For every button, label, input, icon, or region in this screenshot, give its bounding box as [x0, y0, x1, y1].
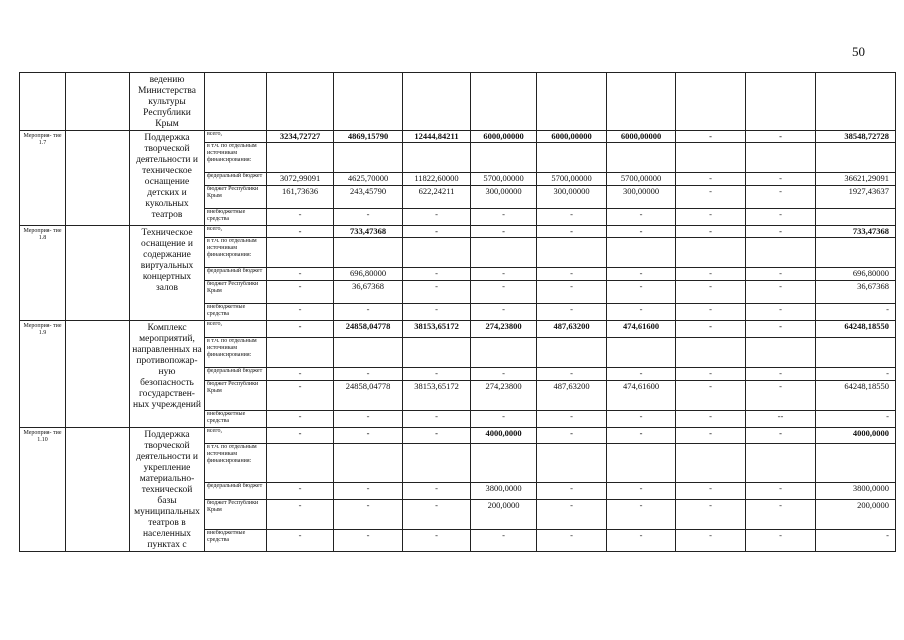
funding-source-label: федеральный бюджет: [205, 173, 267, 186]
value-cell: 11822,60000: [403, 173, 471, 186]
value-cell: [746, 143, 816, 173]
value-cell: -: [471, 281, 537, 304]
funding-source-label: в т.ч. по отдельным источникам финансирования:: [205, 143, 267, 173]
value-cell: -: [403, 209, 471, 226]
value-cell: -: [676, 499, 746, 529]
value-cell: -: [403, 529, 471, 551]
value-cell: 274,23800: [471, 321, 537, 338]
value-cell: -: [607, 482, 676, 499]
table-row: [20, 321, 896, 338]
value-cell: 5700,00000: [471, 173, 537, 186]
value-cell: -: [403, 482, 471, 499]
value-cell: 36,67368: [816, 281, 896, 304]
value-cell: [403, 143, 471, 173]
value-cell: 161,73636: [267, 186, 334, 209]
value-cell: [267, 238, 334, 268]
value-cell: -: [607, 209, 676, 226]
value-cell: -: [746, 529, 816, 551]
measure-name: Техническое оснащение и содержание виртуальных концертных залов: [130, 226, 205, 321]
value-cell: [607, 238, 676, 268]
value-cell: -: [403, 411, 471, 428]
value-cell: 36621,29091: [816, 173, 896, 186]
value-cell: -: [471, 304, 537, 321]
value-cell: 300,00000: [607, 186, 676, 209]
funding-source-label: федеральный бюджет: [205, 368, 267, 381]
value-cell: -: [676, 209, 746, 226]
value-cell: [334, 238, 403, 268]
value-cell: 1927,43637: [816, 186, 896, 209]
value-cell: [267, 443, 334, 482]
value-cell: 4869,15790: [334, 131, 403, 143]
value-cell: [816, 338, 896, 368]
value-cell: 24858,04778: [334, 321, 403, 338]
value-cell: -: [403, 368, 471, 381]
value-cell: 487,63200: [537, 381, 607, 411]
value-cell: -: [537, 428, 607, 444]
measure-code: Мероприя- тие 1.9: [20, 321, 66, 428]
value-cell: [537, 238, 607, 268]
value-cell: -: [676, 173, 746, 186]
value-cell: [471, 238, 537, 268]
value-cell: -: [334, 304, 403, 321]
executor-cell: [66, 226, 130, 321]
value-cell: -: [607, 428, 676, 444]
value-cell: -: [267, 529, 334, 551]
value-cell: -: [334, 428, 403, 444]
value-cell: 3800,0000: [816, 482, 896, 499]
value-cell: -: [607, 411, 676, 428]
value-cell: -: [607, 226, 676, 238]
value-cell: -: [403, 226, 471, 238]
funding-source-label: всего,: [205, 321, 267, 338]
value-cell: [816, 209, 896, 226]
value-cell: -: [471, 268, 537, 281]
value-cell: -: [746, 209, 816, 226]
value-cell: -: [267, 381, 334, 411]
value-cell: --: [746, 411, 816, 428]
budget-table: [19, 72, 896, 552]
value-cell: -: [267, 499, 334, 529]
value-cell: -: [471, 368, 537, 381]
value-cell: -: [334, 499, 403, 529]
value-cell: -: [676, 304, 746, 321]
value-cell: [537, 338, 607, 368]
value-cell: -: [537, 411, 607, 428]
value-cell: -: [334, 529, 403, 551]
value-cell: [676, 143, 746, 173]
value-cell: -: [537, 304, 607, 321]
value-cell: -: [746, 368, 816, 381]
header-continuation-row: [20, 73, 896, 131]
funding-source-label: в т.ч. по отдельным источникам финансирования:: [205, 443, 267, 482]
value-cell: -: [816, 368, 896, 381]
value-cell: 24858,04778: [334, 381, 403, 411]
value-cell: -: [816, 304, 896, 321]
value-cell: 474,61600: [607, 321, 676, 338]
value-cell: -: [607, 281, 676, 304]
value-cell: [816, 238, 896, 268]
value-cell: 38153,65172: [403, 321, 471, 338]
value-cell: -: [537, 281, 607, 304]
value-cell: -: [746, 226, 816, 238]
value-cell: -: [676, 482, 746, 499]
page-number: 50: [852, 44, 865, 59]
value-cell: 6000,00000: [607, 131, 676, 143]
value-cell: 36,67368: [334, 281, 403, 304]
value-cell: 3072,99091: [267, 173, 334, 186]
value-cell: 12444,84211: [403, 131, 471, 143]
value-cell: -: [471, 209, 537, 226]
value-cell: -: [676, 268, 746, 281]
value-cell: -: [267, 482, 334, 499]
value-cell: -: [267, 321, 334, 338]
value-cell: -: [746, 186, 816, 209]
value-cell: -: [267, 281, 334, 304]
funding-source-label: федеральный бюджет: [205, 482, 267, 499]
value-cell: [334, 443, 403, 482]
value-cell: [537, 443, 607, 482]
value-cell: 64248,18550: [816, 321, 896, 338]
value-cell: [676, 443, 746, 482]
value-cell: [816, 143, 896, 173]
value-cell: -: [676, 321, 746, 338]
value-cell: 5700,00000: [537, 173, 607, 186]
value-cell: -: [746, 281, 816, 304]
value-cell: 3800,0000: [471, 482, 537, 499]
value-cell: -: [676, 381, 746, 411]
value-cell: -: [746, 304, 816, 321]
funding-source-label: внебюджетные средства: [205, 209, 267, 226]
table-row: [20, 131, 896, 143]
value-cell: 6000,00000: [537, 131, 607, 143]
value-cell: -: [267, 226, 334, 238]
value-cell: -: [471, 411, 537, 428]
value-cell: -: [676, 368, 746, 381]
funding-source-label: всего,: [205, 428, 267, 444]
value-cell: [471, 143, 537, 173]
value-cell: [607, 338, 676, 368]
value-cell: -: [403, 499, 471, 529]
value-cell: 622,24211: [403, 186, 471, 209]
value-cell: -: [537, 368, 607, 381]
funding-source-label: всего,: [205, 226, 267, 238]
value-cell: -: [334, 482, 403, 499]
value-cell: 696,80000: [334, 268, 403, 281]
measure-name: Комплекс мероприятий, направленных на противопожар- ную безопасность государствен- ных учреждений: [130, 321, 205, 428]
measure-code: Мероприя- тие 1.7: [20, 131, 66, 226]
value-cell: -: [676, 226, 746, 238]
measure-code: Мероприя- тие 1.10: [20, 428, 66, 552]
value-cell: 6000,00000: [471, 131, 537, 143]
funding-source-label: бюджет Республики Крым: [205, 186, 267, 209]
funding-source-label: в т.ч. по отдельным источникам финансирования:: [205, 238, 267, 268]
value-cell: -: [676, 428, 746, 444]
value-cell: -: [816, 529, 896, 551]
value-cell: 4000,0000: [816, 428, 896, 444]
value-cell: -: [471, 529, 537, 551]
value-cell: [537, 143, 607, 173]
value-cell: 487,63200: [537, 321, 607, 338]
value-cell: -: [267, 428, 334, 444]
executor-cell: [66, 428, 130, 552]
value-cell: -: [267, 209, 334, 226]
value-cell: -: [267, 304, 334, 321]
value-cell: [607, 443, 676, 482]
value-cell: 300,00000: [471, 186, 537, 209]
measure-code: Мероприя- тие 1.8: [20, 226, 66, 321]
value-cell: -: [676, 131, 746, 143]
value-cell: 200,0000: [471, 499, 537, 529]
value-cell: -: [403, 268, 471, 281]
value-cell: -: [403, 428, 471, 444]
value-cell: -: [607, 499, 676, 529]
value-cell: [403, 338, 471, 368]
exec-cell: [66, 73, 130, 131]
value-cell: -: [267, 411, 334, 428]
value-cell: [816, 443, 896, 482]
value-cell: -: [746, 268, 816, 281]
value-cell: [746, 238, 816, 268]
value-cell: [676, 238, 746, 268]
value-cell: [403, 238, 471, 268]
funding-source-label: федеральный бюджет: [205, 268, 267, 281]
value-cell: 733,47368: [816, 226, 896, 238]
value-cell: [676, 338, 746, 368]
value-cell: [334, 338, 403, 368]
value-cell: -: [537, 226, 607, 238]
value-cell: -: [607, 368, 676, 381]
value-cell: [403, 443, 471, 482]
table-row: [20, 226, 896, 238]
funding-source-label: всего,: [205, 131, 267, 143]
value-cell: -: [676, 529, 746, 551]
value-cell: -: [537, 268, 607, 281]
value-cell: -: [537, 529, 607, 551]
value-cell: -: [267, 368, 334, 381]
value-cell: -: [746, 482, 816, 499]
funding-source-label: в т.ч. по отдельным источникам финансирования:: [205, 338, 267, 368]
value-cell: [746, 338, 816, 368]
value-cell: -: [746, 428, 816, 444]
value-cell: 64248,18550: [816, 381, 896, 411]
funding-source-label: внебюджетные средства: [205, 304, 267, 321]
value-cell: 696,80000: [816, 268, 896, 281]
value-cell: -: [537, 209, 607, 226]
value-cell: 733,47368: [334, 226, 403, 238]
value-cell: [746, 443, 816, 482]
value-cell: 300,00000: [537, 186, 607, 209]
value-cell: 5700,00000: [607, 173, 676, 186]
funding-source-label: внебюджетные средства: [205, 529, 267, 551]
value-cell: 38153,65172: [403, 381, 471, 411]
value-cell: -: [746, 173, 816, 186]
table-body: [20, 73, 896, 552]
value-cell: -: [537, 499, 607, 529]
value-cell: -: [471, 226, 537, 238]
value-cell: [607, 143, 676, 173]
funding-source-label: бюджет Республики Крым: [205, 381, 267, 411]
value-cell: -: [607, 268, 676, 281]
value-cell: 474,61600: [607, 381, 676, 411]
value-cell: -: [403, 281, 471, 304]
value-cell: -: [746, 131, 816, 143]
value-cell: -: [676, 411, 746, 428]
table-row: [20, 428, 896, 444]
funding-source-label: внебюджетные средства: [205, 411, 267, 428]
value-cell: -: [334, 209, 403, 226]
value-cell: -: [537, 482, 607, 499]
value-cell: -: [746, 499, 816, 529]
value-cell: 4625,70000: [334, 173, 403, 186]
value-cell: [471, 338, 537, 368]
executor-cell: [66, 321, 130, 428]
value-cell: -: [607, 304, 676, 321]
code-cell: [20, 73, 66, 131]
value-cell: 243,45790: [334, 186, 403, 209]
value-cell: -: [267, 268, 334, 281]
value-cell: 3234,72727: [267, 131, 334, 143]
value-cell: 4000,0000: [471, 428, 537, 444]
value-cell: 38548,72728: [816, 131, 896, 143]
value-cell: -: [334, 411, 403, 428]
measure-name: Поддержка творческой деятельности и укрепление материально- технической базы муниципальных театров в населенных пунктах с: [130, 428, 205, 552]
value-cell: -: [334, 368, 403, 381]
value-cell: -: [607, 529, 676, 551]
value-cell: [267, 338, 334, 368]
value-cell: [471, 443, 537, 482]
value-cell: -: [746, 381, 816, 411]
value-cell: -: [676, 281, 746, 304]
value-cell: -: [816, 411, 896, 428]
value-cell: 274,23800: [471, 381, 537, 411]
value-cell: -: [403, 304, 471, 321]
executor-cell: [66, 131, 130, 226]
funding-source-label: бюджет Республики Крым: [205, 281, 267, 304]
measure-name: Поддержка творческой деятельности и техническое оснащение детских и кукольных театров: [130, 131, 205, 226]
measure-name: ведению Министерства культуры Республики Крым: [130, 73, 205, 131]
value-cell: [334, 143, 403, 173]
value-cell: [267, 143, 334, 173]
value-cell: -: [676, 186, 746, 209]
value-cell: 200,0000: [816, 499, 896, 529]
funding-source-label: бюджет Республики Крым: [205, 499, 267, 529]
value-cell: -: [746, 321, 816, 338]
